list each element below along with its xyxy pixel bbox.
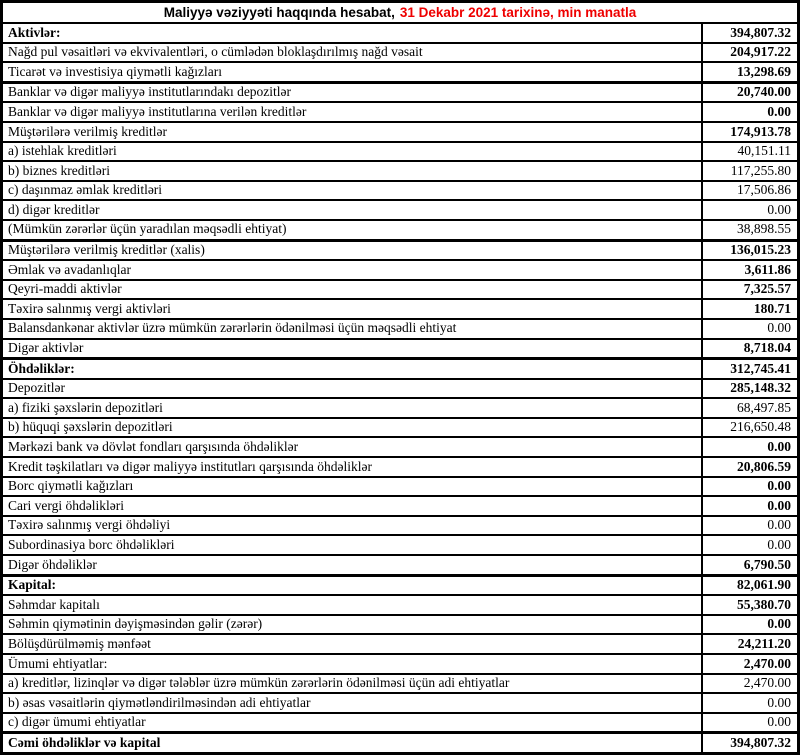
row-label: Müştərilərə verilmiş kreditlər (xalis) — [3, 242, 703, 260]
row-label: Nağd pul vəsaitləri və ekvivalentləri, o cümlədən bloklaşdırılmış nağd vəsait — [3, 44, 703, 62]
row-value: 17,506.86 — [737, 182, 791, 198]
row-value: 0.00 — [767, 714, 791, 730]
row-value: 0.00 — [767, 439, 791, 455]
table-row — [3, 61, 797, 81]
table-row — [3, 121, 797, 141]
table-row — [3, 574, 797, 595]
row-label: Cəmi öhdəliklər və kapital — [3, 734, 703, 752]
table-row — [3, 397, 797, 417]
table-row — [3, 515, 797, 535]
row-value: 13,298.69 — [737, 63, 791, 79]
row-label: Aktivlər: — [3, 24, 703, 42]
row-label: Digər öhdəliklər — [3, 556, 703, 574]
row-value: 312,745.41 — [730, 360, 791, 376]
row-label: Təxirə salınmış vergi aktivləri — [3, 300, 703, 318]
row-value: 394,807.32 — [730, 734, 791, 750]
row-value: 117,255.80 — [730, 162, 791, 178]
row-label: Səhmdar kapitalı — [3, 596, 703, 614]
row-label: Depozitlər — [3, 380, 703, 398]
table-row — [3, 101, 797, 121]
row-label: Banklar və digər maliyyə institutlarındakı depozitlər — [3, 84, 703, 102]
row-label: Öhdəliklər: — [3, 360, 703, 378]
row-value: 20,806.59 — [737, 458, 791, 474]
row-value: 20,740.00 — [737, 84, 791, 100]
row-label: a) istehlak kreditləri — [3, 143, 703, 161]
row-value: 24,211.20 — [737, 635, 791, 651]
row-value: 68,497.85 — [737, 399, 791, 415]
row-value: 2,470.00 — [743, 675, 791, 691]
row-label: Ümumi ehtiyatlar: — [3, 655, 703, 673]
table-row — [3, 594, 797, 614]
row-label: b) biznes kreditləri — [3, 162, 703, 180]
table-row — [3, 673, 797, 693]
row-label: Balansdankənar aktivlər üzrə mümkün zərərlərin ödənilməsi üçün məqsədli ehtiyat — [3, 320, 703, 338]
row-value: 0.00 — [767, 517, 791, 533]
row-value: 180.71 — [753, 300, 791, 316]
row-label: Təxirə salınmış vergi öhdəliyi — [3, 517, 703, 535]
table-row — [3, 417, 797, 437]
row-value: 55,380.70 — [737, 596, 791, 612]
table-row — [3, 199, 797, 219]
row-value: 3,611.86 — [744, 261, 791, 277]
table-row — [3, 357, 797, 378]
row-label: (Mümkün zərərlər üçün yaradılan məqsədli ehtiyat) — [3, 221, 703, 239]
table-row — [3, 456, 797, 476]
row-label: b) əsas vəsaitlərin qiymətləndirilməsindən adi ehtiyatlar — [3, 694, 703, 712]
row-label: Əmlak və avadanlıqlar — [3, 261, 703, 279]
row-value: 0.00 — [767, 103, 791, 119]
table-row — [3, 378, 797, 398]
table-row — [3, 219, 797, 239]
row-label: Banklar və digər maliyyə institutlarına verilən kreditlər — [3, 103, 703, 121]
row-label: Borc qiymətli kağızları — [3, 478, 703, 496]
title-text: Maliyyə vəziyyəti haqqında hesabat, — [163, 5, 395, 20]
row-value: 0.00 — [767, 497, 791, 513]
row-label: Qeyri-maddi aktivlər — [3, 281, 703, 299]
row-label: a) kreditlər, lizinqlər və digər tələblər üzrə mümkün zərərlərin ödənilməsi üçün adi ehtiyatlar — [3, 675, 703, 693]
row-value: 394,807.32 — [730, 24, 791, 40]
row-label: Müştərilərə verilmiş kreditlər — [3, 123, 703, 141]
row-label: Səhmin qiymətinin dəyişməsindən gəlir (zərər) — [3, 616, 703, 634]
table-row — [3, 614, 797, 634]
table-row — [3, 318, 797, 338]
row-value: 285,148.32 — [730, 380, 791, 396]
table-row — [3, 180, 797, 200]
row-value: 38,898.55 — [737, 221, 791, 237]
table-row — [3, 141, 797, 161]
row-value: 6,790.50 — [743, 556, 791, 572]
row-value: 82,061.90 — [737, 577, 791, 593]
row-label: Subordinasiya borc öhdəlikləri — [3, 536, 703, 554]
row-label: c) daşınmaz əmlak kreditləri — [3, 182, 703, 200]
row-label: Bölüşdürülməmiş mənfəət — [3, 635, 703, 653]
table-body — [3, 22, 797, 752]
row-value: 8,718.04 — [743, 340, 791, 356]
row-label: b) hüquqi şəxslərin depozitləri — [3, 419, 703, 437]
row-value: 0.00 — [767, 320, 791, 336]
table-row — [3, 160, 797, 180]
row-value: 174,913.78 — [730, 123, 791, 139]
row-label: c) digər ümumi ehtiyatlar — [3, 714, 703, 732]
row-label: a) fiziki şəxslərin depozitləri — [3, 399, 703, 417]
table-row — [3, 298, 797, 318]
row-label: d) digər kreditlər — [3, 201, 703, 219]
table-row — [3, 42, 797, 62]
table-row — [3, 338, 797, 358]
row-value: 0.00 — [767, 616, 791, 632]
row-value: 136,015.23 — [730, 242, 791, 258]
table-row — [3, 22, 797, 42]
row-label: Kapital: — [3, 577, 703, 595]
table-row — [3, 279, 797, 299]
row-label: Mərkəzi bank və dövlət fondları qarşısında öhdəliklər — [3, 438, 703, 456]
table-row — [3, 712, 797, 732]
table-title — [3, 3, 797, 22]
table-row — [3, 731, 797, 752]
row-value: 2,470.00 — [743, 655, 791, 671]
row-label: Cari vergi öhdəlikləri — [3, 497, 703, 515]
table-row — [3, 633, 797, 653]
row-value: 0.00 — [767, 694, 791, 710]
row-value: 40,151.11 — [737, 143, 791, 159]
row-label: Digər aktivlər — [3, 340, 703, 358]
row-label: Ticarət və investisiya qiymətli kağızları — [3, 63, 703, 81]
row-value: 216,650.48 — [730, 419, 791, 435]
row-label: Kredit təşkilatları və digər maliyyə institutları qarşısında öhdəliklər — [3, 458, 703, 476]
table-row — [3, 476, 797, 496]
title-date: 31 Dekabr 2021 tarixinə, min manatla — [399, 5, 637, 20]
table-row — [3, 495, 797, 515]
row-value: 0.00 — [767, 478, 791, 494]
table-row — [3, 436, 797, 456]
table-row — [3, 653, 797, 673]
row-value: 0.00 — [767, 536, 791, 552]
table-row — [3, 534, 797, 554]
row-value: 0.00 — [767, 201, 791, 217]
table-row — [3, 692, 797, 712]
table-row — [3, 259, 797, 279]
row-value: 7,325.57 — [743, 281, 791, 297]
row-value: 204,917.22 — [730, 44, 791, 60]
table-row — [3, 81, 797, 102]
table-row — [3, 554, 797, 574]
table-row — [3, 239, 797, 260]
